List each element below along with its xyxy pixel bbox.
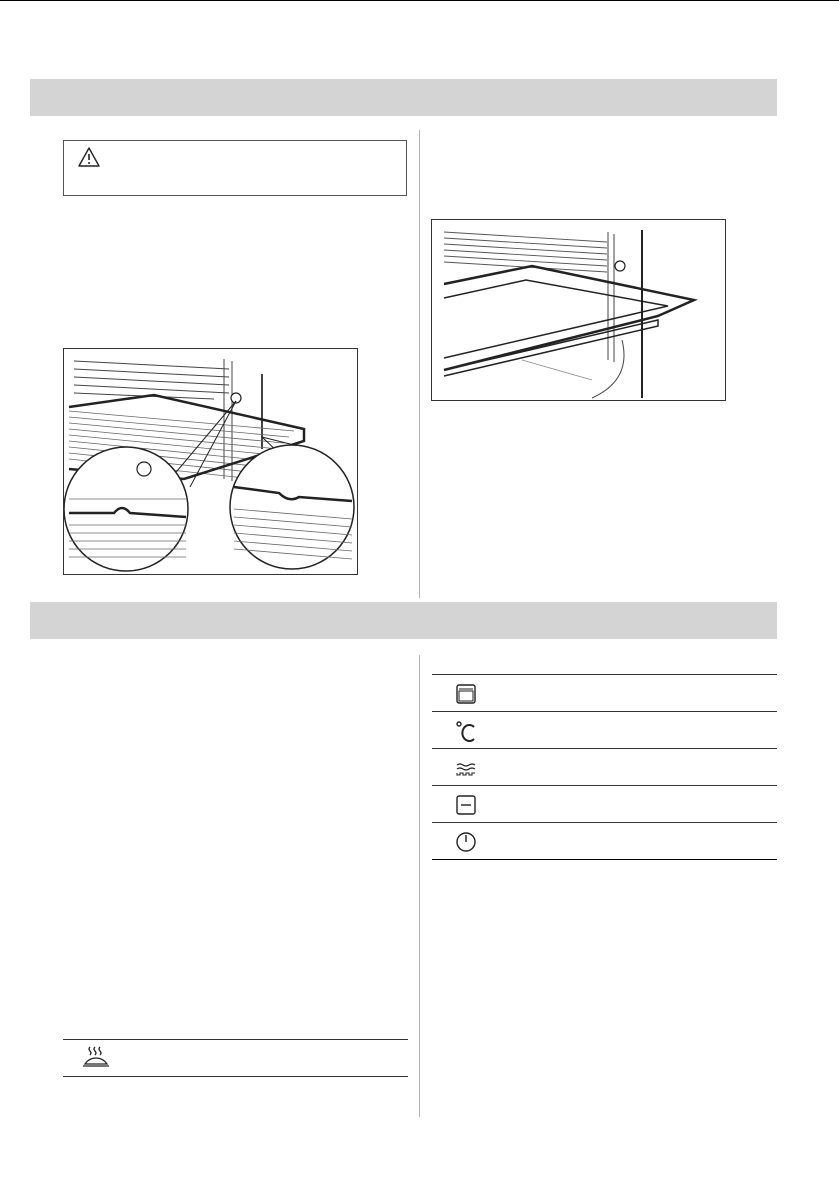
celsius-icon [454,719,478,743]
shelf-insertion-illustration [63,348,358,575]
steam-row [63,1039,408,1077]
symbol-row [432,785,777,822]
column-divider-1 [419,130,420,598]
oven-display-icon [454,682,478,706]
section-header-bar-2 [30,602,777,639]
warning-box [63,140,407,196]
steam-table [63,1039,408,1077]
symbol-row [432,674,777,711]
warning-triangle-icon [78,147,100,167]
heat-waves-icon [454,756,478,780]
symbol-row [432,822,777,860]
deep-pan-illustration [431,219,726,401]
symbol-row [432,748,777,785]
symbol-table [432,674,777,860]
column-divider-2 [419,655,420,1117]
minus-square-icon [454,793,478,817]
section-header-bar-1 [30,79,777,116]
steam-dish-icon [81,1044,111,1074]
page-top-rule [0,0,839,1]
symbol-row [432,711,777,748]
clock-icon [454,830,478,854]
